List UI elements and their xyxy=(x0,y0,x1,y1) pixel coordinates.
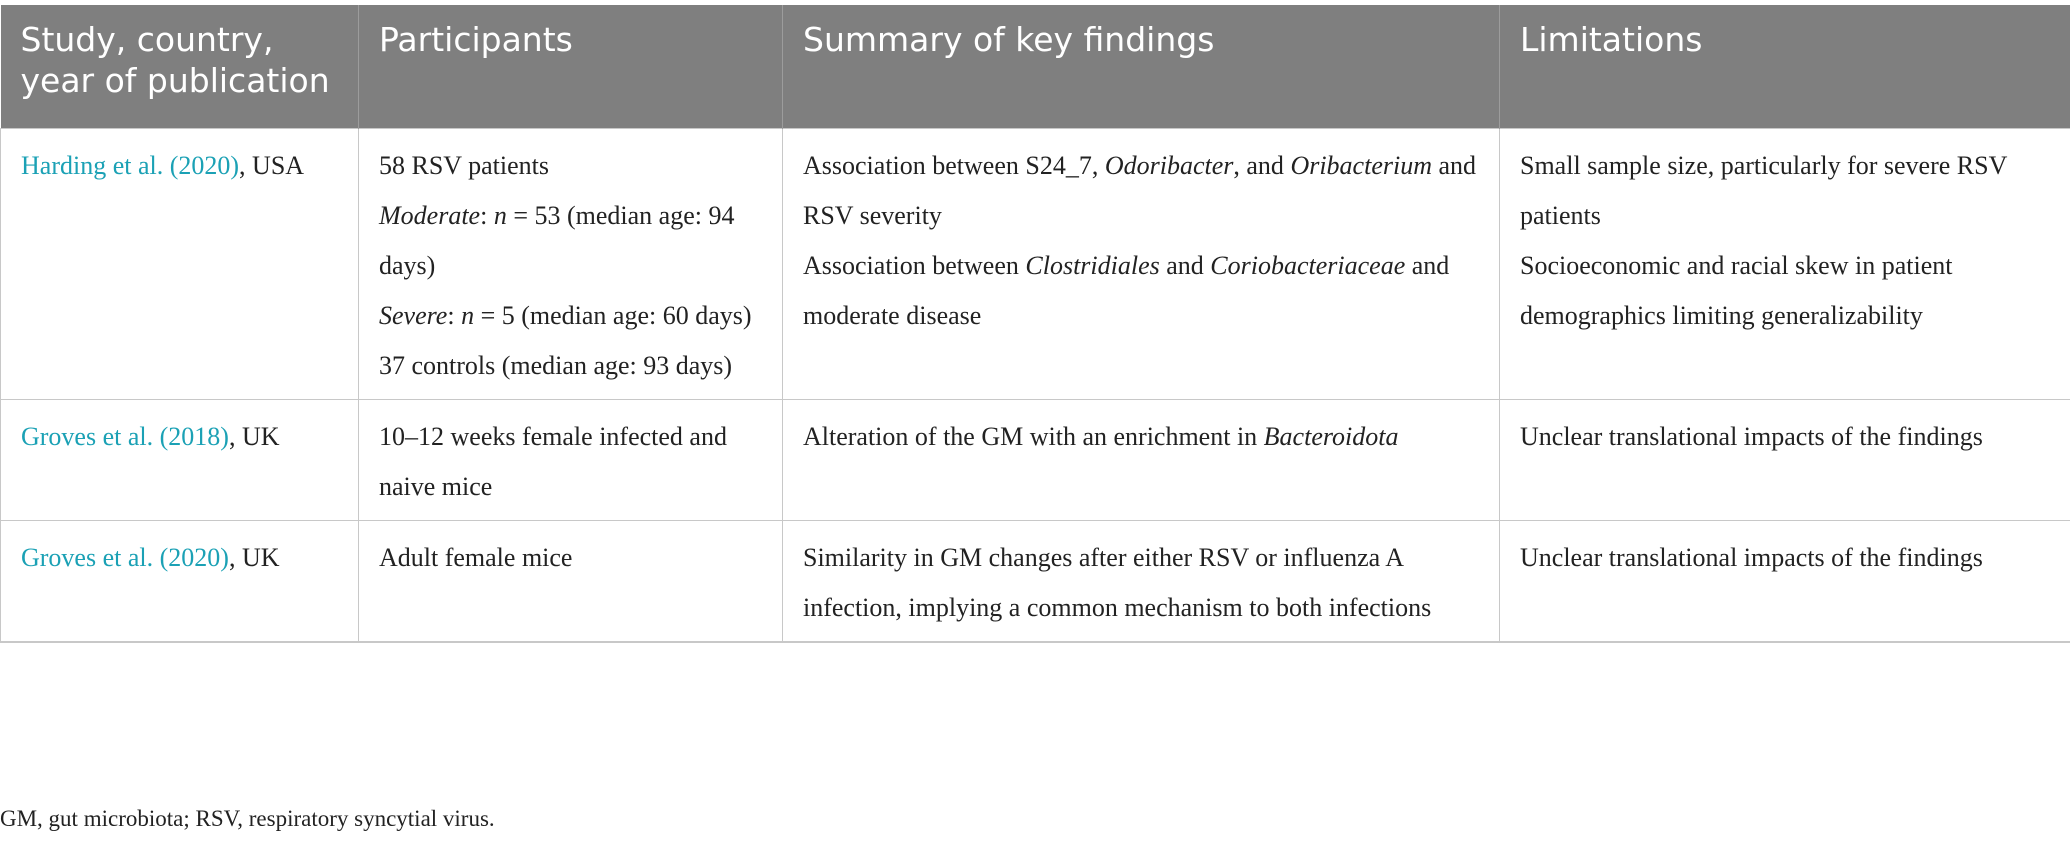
citation-link[interactable]: Groves et al. (2018) xyxy=(21,422,229,451)
finding-2 xyxy=(803,241,1479,341)
finding-1 xyxy=(803,141,1479,241)
findings-table xyxy=(0,5,2070,643)
finding-text: Alteration of the GM with an enrichment in xyxy=(803,422,1264,451)
study-cell xyxy=(1,129,359,400)
finding-text: , and xyxy=(1233,151,1291,180)
table-footnote: GM, gut microbiota; RSV, respiratory syncytial virus. xyxy=(0,806,495,831)
moderate-n-symbol: n xyxy=(493,201,507,230)
table-body xyxy=(1,129,2070,643)
participants-cell: 10–12 weeks female infected and naive mice xyxy=(359,400,783,521)
moderate-detail: = 53 (median age: 94 days) xyxy=(379,201,735,280)
header-findings: Summary of key findings xyxy=(783,5,1500,129)
table-row xyxy=(1,129,2070,400)
findings-cell xyxy=(783,400,1500,521)
citation-link[interactable]: Harding et al. (2020) xyxy=(21,151,240,180)
taxon-name: Coriobacteriaceae xyxy=(1210,251,1406,280)
moderate-label: Moderate xyxy=(379,201,481,230)
study-country: , USA xyxy=(239,151,305,180)
header-participants: Participants xyxy=(359,5,783,129)
participants-total: 58 RSV patients xyxy=(379,151,549,180)
header-limitations: Limitations xyxy=(1500,5,2070,129)
participants-controls: 37 controls (median age: 93 days) xyxy=(379,351,733,380)
taxon-name: Oribacterium xyxy=(1290,151,1432,180)
limitation-1: Small sample size, particularly for severe RSV patients xyxy=(1520,151,2007,230)
finding-text: and moderate disease xyxy=(803,251,1450,330)
participants-cell xyxy=(359,129,783,400)
severe-n-symbol: n xyxy=(461,301,475,330)
table-row xyxy=(1,521,2070,643)
study-cell xyxy=(1,400,359,521)
study-country: , UK xyxy=(228,422,280,451)
study-country: , UK xyxy=(228,543,280,572)
header-row xyxy=(1,5,2070,129)
taxon-name: Odoribacter xyxy=(1104,151,1234,180)
limitation-2: Socioeconomic and racial skew in patient demographics limiting generalizability xyxy=(1520,251,1953,330)
taxon-name: Bacteroidota xyxy=(1263,422,1399,451)
finding-text: Association between S24_7, xyxy=(803,151,1105,180)
limitations-cell xyxy=(1500,129,2070,400)
study-cell xyxy=(1,521,359,643)
limitations-cell: Unclear translational impacts of the findings xyxy=(1500,400,2070,521)
citation-link[interactable]: Groves et al. (2020) xyxy=(21,543,229,572)
findings-cell: Similarity in GM changes after either RSV or influenza A infection, implying a common mechanism to both infections xyxy=(783,521,1500,643)
table-header xyxy=(1,5,2070,129)
severe-detail: = 5 (median age: 60 days) xyxy=(474,301,752,330)
header-study: Study, country, year of publication xyxy=(1,5,359,129)
limitations-cell: Unclear translational impacts of the findings xyxy=(1500,521,2070,643)
findings-cell xyxy=(783,129,1500,400)
taxon-name: Clostridiales xyxy=(1025,251,1160,280)
participants-severe: Severe: n = 5 (median age: 60 days) xyxy=(379,301,752,330)
table-row xyxy=(1,400,2070,521)
finding-text: Association between xyxy=(803,251,1026,280)
participants-moderate: Moderate: n = 53 (median age: 94 days) xyxy=(379,201,735,280)
participants-cell: Adult female mice xyxy=(359,521,783,643)
finding-text: and xyxy=(1159,251,1211,280)
finding-text: and RSV severity xyxy=(803,151,1477,230)
severe-label: Severe xyxy=(379,301,448,330)
